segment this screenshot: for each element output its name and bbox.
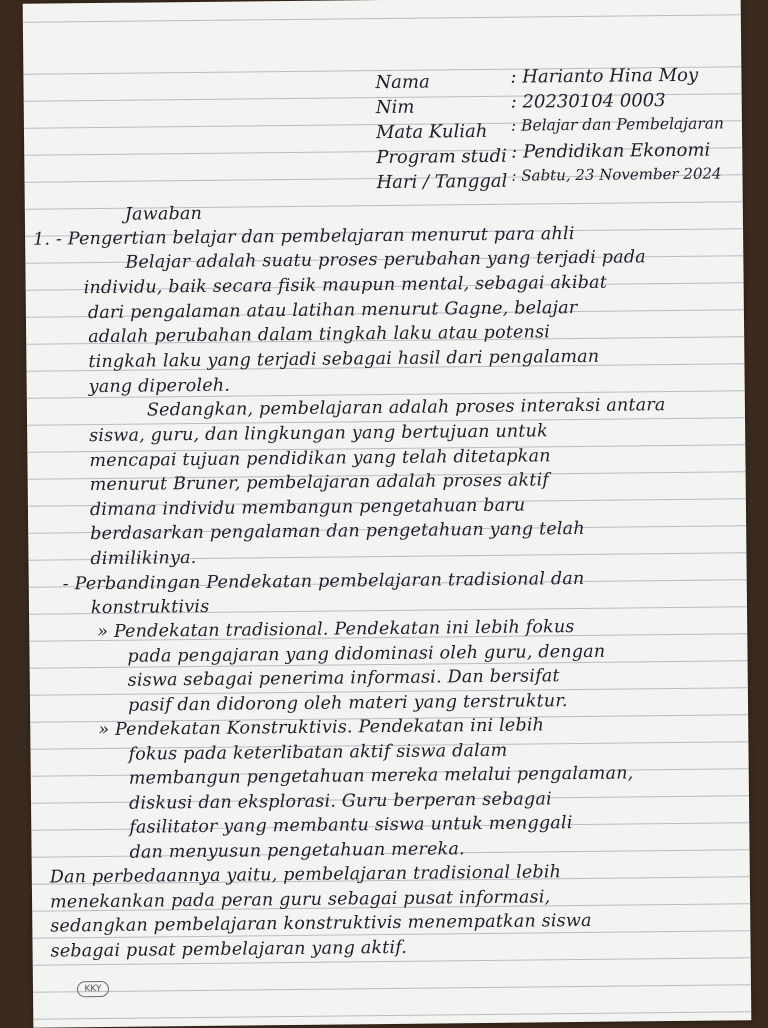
- answer-line: dimana individu membangun pengetahuan baru: [89, 495, 526, 521]
- answer-line: adalah perubahan dalam tingkah laku atau potensi: [88, 322, 551, 348]
- header-value-nim: : 20230104 0003: [510, 90, 666, 113]
- answer-line: menekankan pada peran guru sebagai pusat informasi,: [49, 887, 551, 913]
- answer-line: dan menyusun pengetahuan mereka.: [129, 839, 465, 863]
- answer-line: pada pengajaran yang didominasi oleh guru, dengan: [127, 641, 606, 667]
- answer-line: berdasarkan pengalaman dan pengetahuan yang telah: [90, 518, 585, 545]
- answer-line: menurut Bruner, pembelajaran adalah proses aktif: [89, 470, 550, 496]
- answer-line: siswa sebagai penerima informasi. Dan bersifat: [127, 666, 560, 691]
- answer-line: » Pendekatan tradisional. Pendekatan ini lebih fokus: [97, 617, 575, 643]
- answer-line: pasif dan didorong oleh materi yang terstruktur.: [127, 691, 568, 716]
- answer-line: sebagai pusat pembelajaran yang aktif.: [50, 937, 408, 962]
- answer-line: - Perbandingan Pendekatan pembelajaran tradisional dan: [62, 568, 585, 595]
- notebook-page: [23, 0, 752, 1028]
- header-value-mata-kuliah: : Belajar dan Pembelajaran: [510, 114, 724, 135]
- answer-line: konstruktivis: [90, 596, 210, 619]
- answer-line: dimilikinya.: [90, 547, 197, 570]
- answer-line: diskusi dan eksplorasi. Guru berperan sebagai: [128, 789, 552, 814]
- header-label-nama: Nama: [375, 71, 430, 94]
- header-label-nim: Nim: [375, 96, 415, 119]
- answer-line: Belajar adalah suatu proses perubahan yang terjadi pada: [125, 247, 646, 273]
- answer-line: fasilitator yang membantu siswa untuk menggali: [129, 813, 573, 838]
- answer-line: Sedangkan, pembelajaran adalah proses interaksi antara: [146, 395, 666, 421]
- answer-line: yang diperoleh.: [88, 375, 231, 398]
- answer-line: membangun pengetahuan mereka melalui pengalaman,: [128, 763, 634, 789]
- answer-line: individu, baik secara fisik maupun mental, sebagai akibat: [83, 272, 608, 299]
- answer-line: tingkah laku yang terjadi sebagai hasil dari pengalaman: [88, 346, 600, 373]
- answer-line: fokus pada keterlibatan aktif siswa dalam: [128, 740, 508, 765]
- answer-line: siswa, guru, dan lingkungan yang bertujuan untuk: [89, 421, 548, 447]
- header-label-program-studi: Program studi: [376, 145, 507, 169]
- answer-line: mencapai tujuan pendidikan yang telah ditetapkan: [89, 446, 551, 472]
- answer-line: 1. - Pengertian belajar dan pembelajaran menurut para ahli: [33, 224, 575, 250]
- header-value-program-studi: : Pendidikan Ekonomi: [511, 139, 711, 163]
- answer-line: dari pengalaman atau latihan menurut Gagne, belajar: [87, 297, 578, 324]
- answer-heading: Jawaban: [124, 203, 203, 225]
- header-label-hari-tanggal: Hari / Tanggal: [376, 170, 508, 194]
- header-label-mata-kuliah: Mata Kuliah: [375, 120, 488, 144]
- header-value-hari-tanggal: : Sabtu, 23 November 2024: [511, 164, 722, 185]
- answer-line: » Pendekatan Konstruktivis. Pendekatan ini lebih: [98, 715, 545, 741]
- notebook-brand-stamp: KKY: [77, 981, 109, 997]
- header-block: [23, 0, 741, 194]
- answer-line: sedangkan pembelajaran konstruktivis menempatkan siswa: [50, 910, 592, 937]
- header-value-nama: : Harianto Hina Moy: [510, 64, 699, 88]
- answer-line: Dan perbedaannya yaitu, pembelajaran tradisional lebih: [49, 862, 562, 888]
